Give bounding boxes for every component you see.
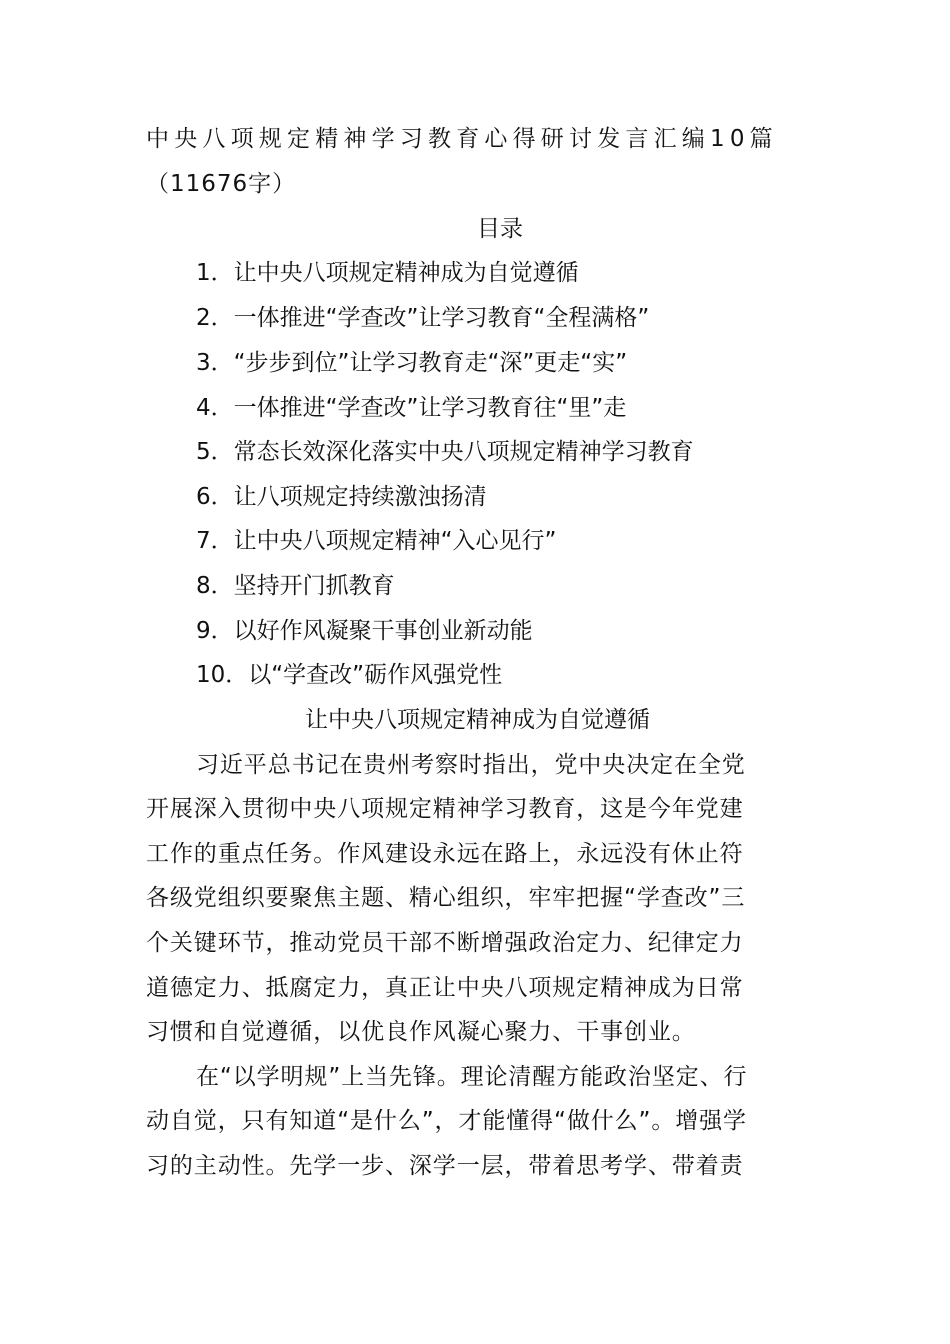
toc-item: 2．一体推进“学查改”让学习教育“全程满格”: [196, 305, 650, 331]
toc-heading: 目录: [477, 216, 523, 242]
paragraph-line: 道德定力、抵腐定力，真正让中央八项规定精神成为日常: [146, 975, 744, 1001]
paragraph-line: 动自觉，只有知道“是什么”，才能懂得“做什么”。增强学: [146, 1108, 747, 1134]
toc-item: 6．让八项规定持续激浊扬清: [196, 484, 487, 510]
toc-item: 1．让中央八项规定精神成为自觉遵循: [196, 260, 579, 286]
toc-item: 5．常态长效深化落实中央八项规定精神学习教育: [196, 439, 694, 465]
toc-item: 9．以好作风凝聚干事创业新动能: [196, 618, 533, 644]
paragraph-line: 个关键环节，推动党员干部不断增强政治定力、纪律定力: [146, 930, 744, 956]
paragraph-line: 开展深入贯彻中央八项规定精神学习教育，这是今年党建: [146, 796, 744, 822]
document-title-line-2: （11676字）: [146, 171, 297, 197]
toc-item: 3．“步步到位”让学习教育走“深”更走“实”: [196, 350, 628, 376]
paragraph-line: 工作的重点任务。作风建设永远在路上，永远没有休止符: [146, 841, 744, 867]
toc-item: 8．坚持开门抓教育: [196, 573, 395, 599]
paragraph-line: 习的主动性。先学一步、深学一层，带着思考学、带着责: [146, 1153, 744, 1179]
paragraph-line: 习惯和自觉遵循，以优良作风凝心聚力、干事创业。: [146, 1019, 696, 1045]
toc-item: 10．以“学查改”砺作风强党性: [196, 662, 503, 688]
paragraph-line: 在“以学明规”上当先锋。理论清醒方能政治坚定、行: [196, 1064, 748, 1090]
paragraph-line: 各级党组织要聚焦主题、精心组织，牢牢把握“学查改”三: [146, 885, 746, 911]
section-heading: 让中央八项规定精神成为自觉遵循: [305, 707, 650, 733]
toc-item: 4．一体推进“学查改”让学习教育往“里”走: [196, 395, 627, 421]
paragraph-line: 习近平总书记在贵州考察时指出，党中央决定在全党: [196, 752, 746, 778]
document-title-line-1: 中央八项规定精神学习教育心得研讨发言汇编10篇: [146, 126, 778, 152]
toc-item: 7．让中央八项规定精神“入心见行”: [196, 528, 557, 554]
